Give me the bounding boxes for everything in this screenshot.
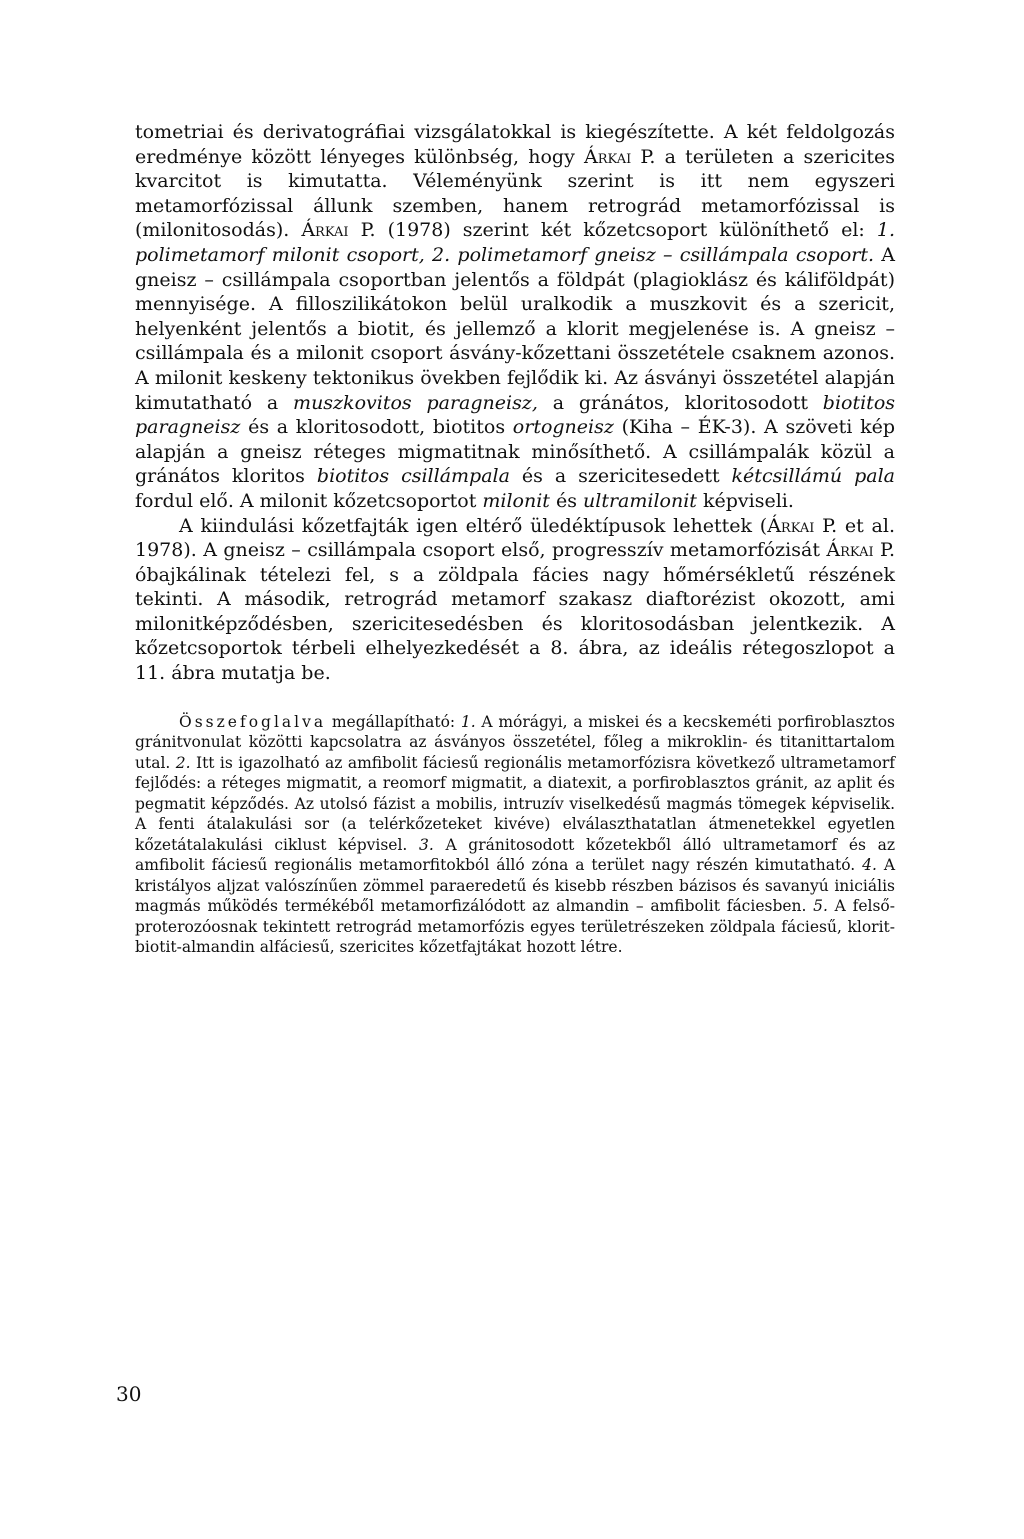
text-run: (Kiha – ÉK-3). A szöveti kép alapján a gneisz réteges migmatitnak minősíthető. A csillámpalák közül a gránátos kloritos xyxy=(135,416,895,488)
text-run: P. a területen a szericites kvarcitot is kimutatta. Véleményünk szerint is itt nem egyszeri metamorfózissal állunk szemben, hanem retrográd metamorfózissal is (milonitosodás). xyxy=(135,145,895,242)
text-run: A gránitosodott kőzetekből álló ultrametamorf és az amfibolit fáciesű regionális metamorfitokból álló zóna a terület nagy részén kimutatható. xyxy=(135,835,895,875)
text-run: A kristályos aljzat valószínűen zömmel paraeredetű és kisebb részben bázisos és savanyú iniciális magmás működés termékéből metamorfizálódott az almandin – amfibolit fáciesben. xyxy=(135,856,896,916)
italic-term: kétcsillámú pala xyxy=(731,465,895,488)
text-run: és a szericitesedett xyxy=(509,465,732,488)
summary-paragraph xyxy=(135,712,895,958)
page-number: 30 xyxy=(116,1382,142,1406)
main-text xyxy=(135,120,895,686)
text-run: Itt is igazolható az amfibolit fáciesű regionális metamorfózisra következő ultrametamorf fejlődés: a réteges migmatit, a reomorf migmatit, a diatexit, a porfiroblasztos gránit, az aplit és pegmatit képződés. Az utolsó fázist a mobilis, intruzív viselkedésű magmás tömegek képviselik. A fenti átalakulási sor (a telérkőzeteket kivéve) elválaszthatatlan átmenetekkel egyetlen kőzetátalakulási ciklust képvisel. xyxy=(135,753,895,854)
text-run: P. óbajkálinak tételezi fel, s a zöldpala fácies nagy hőmérsékletű részének tekinti. A második, retrográd metamorf szakasz diaftorézist okozott, ami milonitképződésben, szericitesedésben és kloritosodásban jelentkezik. A kőzetcsoportok térbeli elhelyezkedését a 8. ábra, az ideális rétegoszlopot a 11. ábra mutatja be. xyxy=(135,539,896,685)
italic-term: 1. polimetamorf milonit csoport, 2. polimetamorf gneisz – csillámpala csoport. xyxy=(135,219,895,266)
author-name: Árkai xyxy=(584,145,632,168)
text-run: A kiindulási kőzetfajták igen eltérő üledéktípusok lehettek ( xyxy=(179,514,768,537)
italic-term: 2. xyxy=(175,753,191,772)
text-run: képviseli. xyxy=(696,489,794,512)
text-run: P. et al. 1978). A gneisz – csillámpala csoport első, progresszív metamorfózisát xyxy=(135,514,896,562)
italic-term: 1. xyxy=(460,712,476,731)
text-run: tometriai és derivatográfiai vizsgálatokkal is kiegészítette. A két feldolgozás eredménye között lényeges különbség, hogy xyxy=(135,121,895,168)
summary-section xyxy=(135,712,895,958)
text-run: A felső-proterozóosnak tekintett retrográd metamorfózis egyes területrészeken zöldpala fáciesű, klorit-biotit-almandin alfáciesű, szericites kőzetfajtákat hozott létre. xyxy=(135,897,895,957)
text-run: és xyxy=(549,489,584,512)
author-name: Árkai xyxy=(301,219,349,242)
text-run: P. (1978) szerint két kőzetcsoport különíthető el: xyxy=(348,219,877,242)
italic-term: 4. xyxy=(862,856,877,875)
italic-term: ortogneisz xyxy=(512,416,614,439)
author-name: Árkai xyxy=(826,539,874,562)
spaced-heading: Összefoglalva xyxy=(179,712,327,731)
italic-term: ultramilonit xyxy=(583,489,697,512)
text-run: a gránátos, kloritosodott xyxy=(537,391,823,414)
text-run: fordul elő. A milonit kőzetcsoportot xyxy=(135,489,483,512)
italic-term: muszkovitos paragneisz, xyxy=(293,391,538,414)
page-content xyxy=(135,120,895,958)
italic-term: 5. xyxy=(813,897,828,916)
italic-term: biotitos csillámpala xyxy=(316,465,510,488)
italic-term: 3. xyxy=(419,835,434,854)
text-run: A mórágyi, a miskei és a kecskeméti porfiroblasztos gránitvonulat közötti kapcsolatra az ásványos összetétel, főleg a mikroklin- és titanittartalom utal. xyxy=(135,712,895,772)
text-run: és a kloritosodott, biotitos xyxy=(240,416,513,439)
text-run: A gneisz – csillámpala csoportban jelentős a földpát (plagioklász és káliföldpát) mennyisége. A filloszilikátokon belül uralkodik a muszkovit és a szericit, helyenként jelentős a biotit, és jellemző a klorit megjelenése is. A gneisz – csillámpala és a milonit csoport ásvány-kőzettani összetétele csaknem azonos. A milonit keskeny tektonikus övekben fejlődik ki. Az ásványi összetétel alapján kimutatható a xyxy=(135,243,895,414)
author-name: Árkai xyxy=(767,514,815,537)
paragraph-2 xyxy=(135,514,895,686)
paragraph-1 xyxy=(135,120,895,514)
text-run: megállapítható: xyxy=(326,712,461,731)
italic-term: biotitos paragneisz xyxy=(135,391,896,439)
italic-term: milonit xyxy=(482,489,550,512)
